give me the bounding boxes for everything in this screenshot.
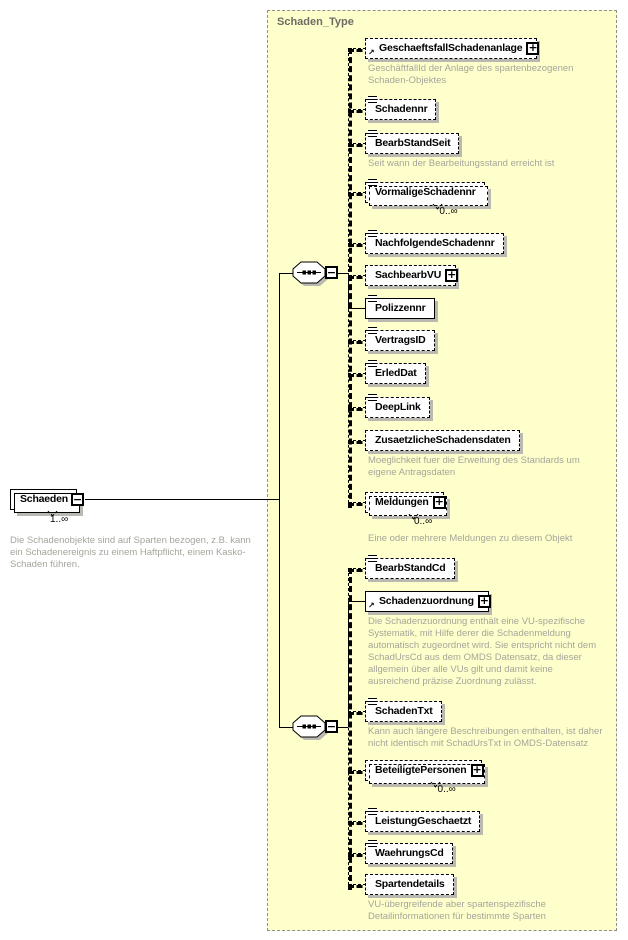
annotation-text: GeschäftfallId der Anlage des spartenbezogenen Schaden-Objektes bbox=[368, 63, 574, 86]
element-label: BearbStandCd bbox=[375, 562, 446, 574]
text-content-icon bbox=[368, 179, 377, 186]
expand-icon[interactable] bbox=[433, 496, 446, 509]
element-sachbearbvu[interactable] bbox=[365, 265, 456, 286]
element-bearbstandseit[interactable] bbox=[365, 133, 459, 154]
element-label: LeistungGeschaetzt bbox=[375, 815, 472, 827]
element-spartendetails[interactable] bbox=[365, 874, 454, 895]
connector-line bbox=[348, 601, 349, 727]
text-content-icon bbox=[368, 130, 377, 137]
annotation-text: Eine oder mehrere Meldungen zu diesem Objekt bbox=[368, 533, 573, 544]
expand-icon[interactable] bbox=[445, 269, 458, 282]
annotation-text: Moeglichkeit fuer die Erweitung des Standards um eigene Antragsdaten bbox=[368, 455, 580, 478]
text-content-icon bbox=[368, 698, 377, 705]
element-erleddat[interactable] bbox=[365, 363, 426, 384]
element-label: NachfolgendeSchadennr bbox=[375, 237, 495, 249]
element-schadentxt[interactable] bbox=[365, 701, 442, 722]
element-label: ZusaetzlicheSchadensdaten bbox=[375, 434, 511, 446]
collapse-icon[interactable] bbox=[325, 720, 338, 733]
text-content-icon bbox=[368, 840, 377, 847]
annotation-text: Seit wann der Bearbeitungsstand erreicht ist bbox=[368, 158, 555, 169]
text-content-icon bbox=[368, 360, 377, 367]
connector-line bbox=[279, 273, 280, 727]
element-leistunggeschaetzt[interactable] bbox=[365, 811, 480, 832]
occurrence-label: 1..∞ bbox=[50, 514, 69, 525]
element-geschaeftsfallschadenanlage[interactable] bbox=[365, 38, 537, 59]
element-label: BeteiligtePersonen bbox=[375, 764, 467, 776]
occurrence-label: 0..∞ bbox=[437, 784, 456, 795]
element-label: Schaeden bbox=[20, 493, 69, 505]
connector-line bbox=[279, 273, 293, 274]
occurrence-label: 0..∞ bbox=[439, 206, 458, 217]
element-label: DeepLink bbox=[375, 401, 421, 413]
element-label: SchadenTxt bbox=[375, 705, 433, 717]
connector-line bbox=[85, 499, 279, 500]
expand-icon[interactable] bbox=[478, 595, 491, 608]
element-meldungen[interactable] bbox=[365, 492, 444, 513]
element-vertragsid[interactable] bbox=[365, 330, 435, 351]
connector-line bbox=[348, 601, 365, 602]
connector-line bbox=[338, 727, 348, 728]
occurrence-label: 0..∞ bbox=[413, 516, 433, 527]
annotation-text: Die Schadenobjekte sind auf Sparten bezogen, z.B. kann ein Schadenereignis zu einem Haftpflicht, einem Kasko-Schaden führen. bbox=[10, 535, 251, 570]
text-content-icon bbox=[368, 230, 377, 237]
element-label: SachbearbVU bbox=[375, 269, 442, 281]
element-label: Schadenzuordnung bbox=[379, 595, 474, 607]
element-label: VertragsID bbox=[375, 334, 426, 346]
element-schadenzuordnung[interactable] bbox=[365, 591, 489, 612]
element-label: VormaligeSchadennr bbox=[375, 186, 476, 198]
complex-type-label: Schaden_Type bbox=[277, 16, 354, 28]
connector-line bbox=[348, 308, 365, 309]
element-zusaetzlicheschadensdaten[interactable] bbox=[365, 430, 520, 451]
element-label: ErledDat bbox=[375, 367, 417, 379]
annotation-text: Kann auch längere Beschreibungen enthalten, ist daher nicht identisch mit SchadUrsTxt in OMDS-Datensatz bbox=[368, 726, 603, 749]
connector-line bbox=[279, 727, 293, 728]
collapse-icon[interactable] bbox=[71, 493, 84, 506]
element-polizzennr[interactable] bbox=[365, 298, 435, 319]
element-label: Polizzennr bbox=[375, 302, 426, 314]
element-label: BearbStandSeit bbox=[375, 137, 451, 149]
element-label: GeschaeftsfallSchadenanlage bbox=[379, 42, 523, 54]
text-content-icon bbox=[368, 394, 377, 401]
annotation-text: Die Schadenzuordnung enthält eine VU-spezifische Systematik, mit Hilfe derer die Schadenmeldung automatisch zugeordnet wird. Sie entspricht nicht dem SchadUrsCd aus dem OMDS Datensatz, da dieser allgemein über alle VUs gilt und damit keine ausreichend präzise Zuordnung zulässt. bbox=[368, 616, 597, 687]
connector-line bbox=[338, 273, 348, 274]
element-reference-icon bbox=[368, 602, 375, 610]
element-vormaligeschadennr[interactable] bbox=[365, 182, 485, 203]
text-content-icon bbox=[368, 295, 377, 302]
element-schaeden[interactable] bbox=[10, 489, 77, 510]
element-label: Meldungen bbox=[375, 496, 429, 508]
element-label: Spartendetails bbox=[375, 878, 445, 890]
element-reference-icon bbox=[368, 49, 375, 57]
expand-icon[interactable] bbox=[526, 42, 539, 55]
text-content-icon bbox=[368, 555, 377, 562]
text-content-icon bbox=[368, 327, 377, 334]
collapse-icon[interactable] bbox=[325, 266, 338, 279]
element-label: WaehrungsCd bbox=[375, 847, 444, 859]
element-label: Schadennr bbox=[375, 103, 428, 115]
annotation-text: VU-übergreifende aber spartenspezifische Detailinformationen für bestimmte Sparten bbox=[368, 899, 546, 922]
expand-icon[interactable] bbox=[471, 764, 484, 777]
element-waehrungscd[interactable] bbox=[365, 843, 453, 864]
element-deeplink[interactable] bbox=[365, 397, 430, 418]
text-content-icon bbox=[368, 808, 377, 815]
element-nachfolgendeschadennr[interactable] bbox=[365, 233, 504, 254]
element-schadennr[interactable] bbox=[365, 99, 436, 120]
element-beteiligtepersonen[interactable] bbox=[365, 760, 482, 781]
text-content-icon bbox=[368, 96, 377, 103]
element-bearbstandcd[interactable] bbox=[365, 558, 455, 579]
